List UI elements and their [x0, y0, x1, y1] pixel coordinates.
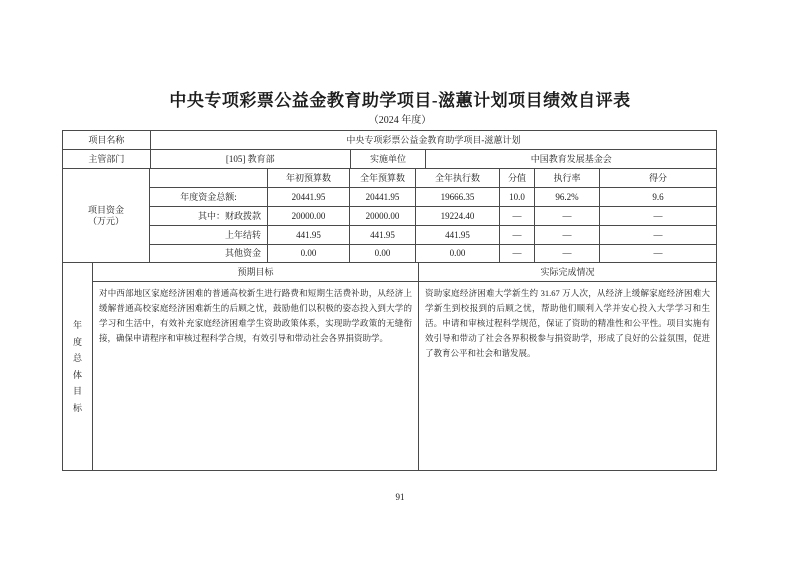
page-number: 91: [395, 492, 405, 502]
funding-header-score-weight: 分值: [500, 169, 535, 188]
page-subtitle: （2024 年度）: [368, 115, 432, 126]
implementer-label: 实施单位: [351, 150, 427, 169]
implementer-value: 中国教育发展基金会: [426, 150, 717, 169]
page-title: 中央专项彩票公益金教育助学项目-滋蕙计划项目绩效自评表: [169, 91, 631, 110]
funding-fiscal-initial: 20000.00: [268, 207, 350, 226]
funding-header-spacer: [150, 169, 268, 188]
annual-goal-vertical-text: 年度总体目标: [72, 320, 82, 413]
funding-header-score: 得分: [600, 169, 717, 188]
funding-fiscal-exec-rate: —: [535, 207, 600, 226]
self-evaluation-table: [62, 130, 717, 471]
annual-goal-section-label: [63, 263, 93, 471]
funding-fiscal-annual: 20000.00: [350, 207, 416, 226]
funding-total-executed: 19666.35: [416, 188, 500, 207]
funding-other-exec-rate: —: [535, 245, 600, 263]
funding-total-initial: 20441.95: [268, 188, 350, 207]
funding-total-score: 9.6: [600, 188, 717, 207]
funding-other-executed: 0.00: [416, 245, 500, 263]
goal-content-row: [93, 282, 717, 471]
funding-carryover-initial: 441.95: [268, 226, 350, 245]
funding-section: [63, 169, 717, 263]
actual-completion-text: 资助家庭经济困难大学新生约 31.67 万人次，从经济上缓解家庭经济困难大学新生到校报到的后顾之忧，帮助他们顺利入学并安心投入大学学习和生活。申请和审核过程科学规范，保证了资助的精准性和公平性。项目实施有效引导和带动了社会各界积极参与捐资助学，形成了良好的公益氛围，促进了教育公平和社会和谐发展。: [425, 288, 710, 358]
project-name-value: 中央专项彩票公益金教育助学项目-滋蕙计划: [151, 131, 717, 150]
funding-header-initial-budget: 年初预算数: [268, 169, 350, 188]
funding-row-total: [150, 188, 717, 207]
funding-other-score-weight: —: [500, 245, 535, 263]
funding-carryover-score: —: [600, 226, 717, 245]
funding-total-annual: 20441.95: [350, 188, 416, 207]
funding-section-label-line2: （万元）: [87, 215, 124, 226]
project-name-row: [63, 131, 717, 150]
project-name-label: 项目名称: [63, 131, 151, 150]
funding-header-exec-rate: 执行率: [535, 169, 600, 188]
funding-carryover-annual: 441.95: [350, 226, 416, 245]
funding-row-other: [150, 245, 717, 263]
actual-completion-cell: [419, 282, 717, 471]
funding-carryover-exec-rate: —: [535, 226, 600, 245]
funding-other-score: —: [600, 245, 717, 263]
funding-other-initial: 0.00: [268, 245, 350, 263]
funding-section-label-line1: 项目资金: [87, 204, 124, 215]
annual-goal-section: [63, 263, 717, 471]
expected-goal-text: 对中西部地区家庭经济困难的普通高校新生进行路费和短期生活费补助，从经济上缓解普通高校家庭经济困难新生的后顾之忧，鼓励他们以积极的姿态投入到大学的学习和生活中，有效补充家庭经济困难学生资助政策体系，实现助学政策的无缝衔接，确保申请程序和审核过程科学合规，有效引导和带动社会各界捐资助学。: [99, 288, 412, 343]
funding-carryover-executed: 441.95: [416, 226, 500, 245]
funding-fiscal-label: 其中：财政拨款: [150, 207, 268, 226]
funding-carryover-score-weight: —: [500, 226, 535, 245]
funding-section-label: [63, 169, 150, 263]
funding-total-score-weight: 10.0: [500, 188, 535, 207]
funding-fiscal-score-weight: —: [500, 207, 535, 226]
department-row: [63, 150, 717, 169]
department-value: [105] 教育部: [151, 150, 351, 169]
funding-grid: [150, 169, 717, 263]
funding-row-fiscal: [150, 207, 717, 226]
funding-header-executed: 全年执行数: [416, 169, 500, 188]
funding-carryover-label: 上年结转: [150, 226, 268, 245]
funding-total-label: 年度资金总额:: [150, 188, 268, 207]
goal-header-row: [93, 263, 717, 282]
funding-header-row: [150, 169, 717, 188]
funding-row-carryover: [150, 226, 717, 245]
annual-goal-grid: [93, 263, 717, 471]
funding-other-label: 其他资金: [150, 245, 268, 263]
department-label: 主管部门: [63, 150, 151, 169]
actual-completion-header: 实际完成情况: [419, 263, 717, 282]
expected-goal-cell: [93, 282, 419, 471]
expected-goal-header: 预期目标: [93, 263, 419, 282]
funding-fiscal-executed: 19224.40: [416, 207, 500, 226]
funding-fiscal-score: —: [600, 207, 717, 226]
funding-header-annual-budget: 全年预算数: [350, 169, 416, 188]
funding-total-exec-rate: 96.2%: [535, 188, 600, 207]
funding-other-annual: 0.00: [350, 245, 416, 263]
